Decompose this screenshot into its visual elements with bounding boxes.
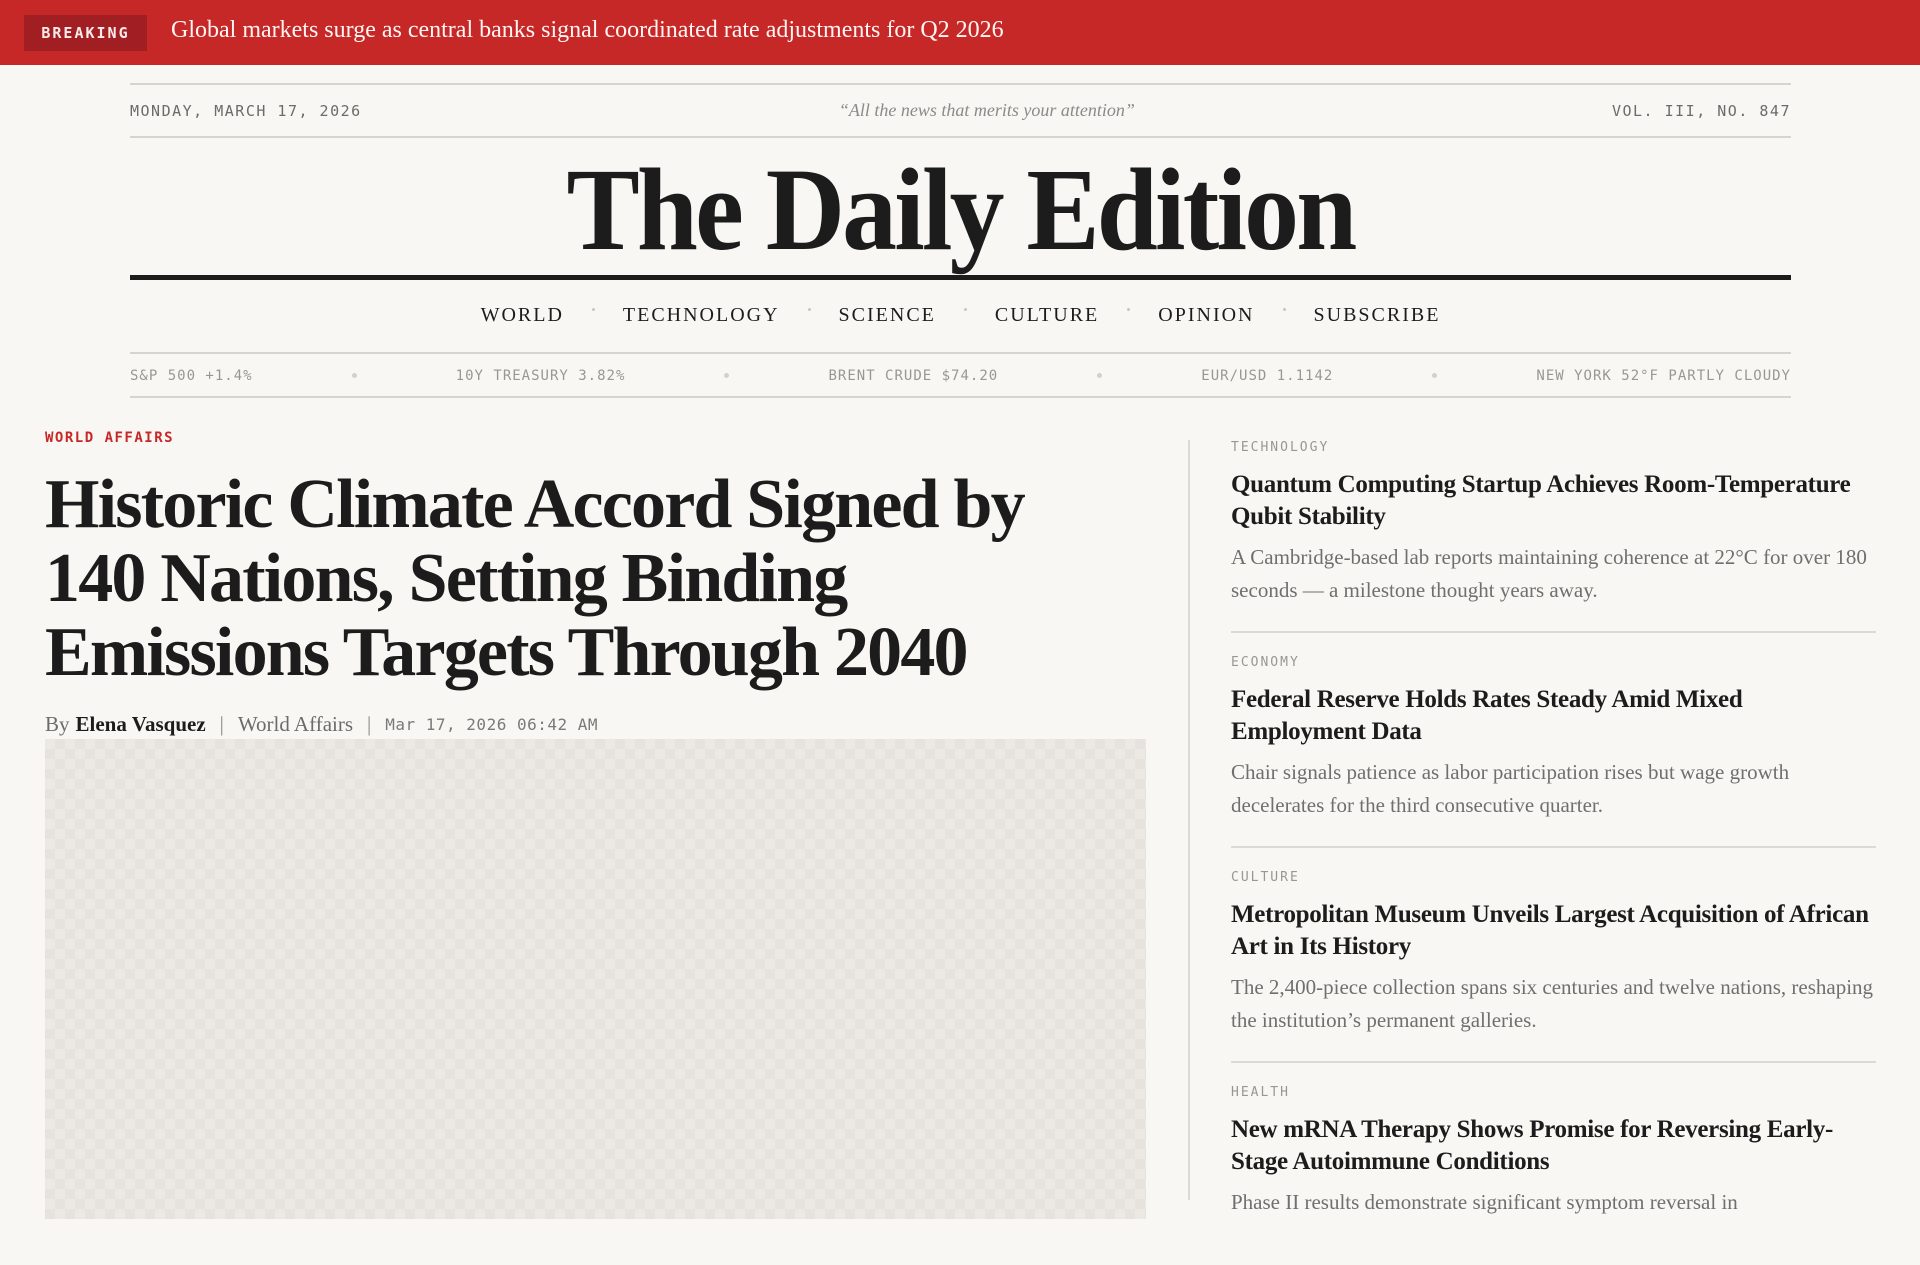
sidebar-story[interactable] — [1231, 440, 1876, 633]
byline — [45, 712, 598, 737]
section-nav — [130, 300, 1791, 331]
market-ticker — [130, 354, 1791, 397]
byline-prefix: By — [45, 712, 70, 736]
story-summary: Chair signals patience as labor participation rises but wage growth decelerates for the third consecutive quarter. — [1231, 760, 1790, 817]
nav-separator — [1127, 308, 1130, 311]
dateline — [130, 100, 1791, 121]
sidebar-story[interactable] — [1231, 1085, 1876, 1243]
ticker-separator — [352, 373, 357, 378]
story-title-link[interactable]: New mRNA Therapy Shows Promise for Reversing Early-Stage Autoimmune Conditions — [1231, 1116, 1834, 1175]
story-category: HEALTH — [1231, 1085, 1290, 1100]
byline-section[interactable]: World Affairs — [237, 712, 354, 736]
story-summary: The 2,400-piece collection spans six centuries and twelve nations, reshaping the institution’s permanent galleries. — [1231, 975, 1874, 1032]
top-rule — [130, 83, 1791, 85]
motto: “All the news that merits your attention” — [838, 100, 1135, 120]
ticker-sp500: S&P 500 +1.4% — [130, 367, 253, 384]
nav-subscribe[interactable]: SUBSCRIBE — [1313, 304, 1441, 326]
dateline-rule — [130, 136, 1791, 138]
nav-world[interactable]: WORLD — [480, 304, 564, 326]
ticker-brent: BRENT CRUDE $74.20 — [828, 367, 999, 384]
sidebar-story[interactable] — [1231, 655, 1876, 848]
nav-technology[interactable]: TECHNOLOGY — [622, 304, 780, 326]
issue-date: MONDAY, MARCH 17, 2026 — [130, 101, 362, 120]
masthead — [130, 0, 1791, 400]
story-summary: A Cambridge-based lab reports maintaining coherence at 22°C for over 180 seconds — a milestone thought years away. — [1231, 545, 1867, 602]
story-category: TECHNOLOGY — [1231, 440, 1330, 455]
publish-timestamp: Mar 17, 2026 06:42 AM — [385, 715, 599, 734]
lead-headline[interactable]: Historic Climate Accord Signed by 140 Nations, Setting Binding Emissions Targets Through 2040 — [45, 466, 1024, 691]
sidebar-story[interactable] — [1231, 870, 1876, 1063]
volume-number: VOL. III, NO. 847 — [1611, 101, 1791, 120]
story-title-link[interactable]: Federal Reserve Holds Rates Steady Amid Mixed Employment Data — [1231, 686, 1743, 745]
story-summary: Phase II results demonstrate significant symptom reversal in — [1231, 1190, 1738, 1214]
story-category: CULTURE — [1231, 870, 1300, 885]
hero-image-placeholder[interactable] — [45, 739, 1146, 1219]
byline-separator: | — [367, 712, 372, 736]
ticker-separator — [1432, 373, 1437, 378]
author-link[interactable]: Elena Vasquez — [75, 712, 206, 736]
sidebar-stories — [1231, 440, 1876, 1265]
nav-separator — [964, 308, 967, 311]
column-divider — [1188, 440, 1190, 1200]
ticker-eurusd: EUR/USD 1.1142 — [1201, 367, 1334, 384]
nav-separator — [592, 308, 595, 311]
ticker-treasury: 10Y TREASURY 3.82% — [455, 367, 626, 384]
story-title-link[interactable]: Metropolitan Museum Unveils Largest Acquisition of African Art in Its History — [1231, 901, 1869, 960]
ticker-separator — [724, 373, 729, 378]
ticker-separator — [1097, 373, 1102, 378]
nav-culture[interactable]: CULTURE — [994, 304, 1100, 326]
breaking-headline-link[interactable]: Global markets surge as central banks signal coordinated rate adjustments for Q2 2026 — [171, 17, 1004, 43]
publication-title[interactable]: The Daily Edition — [566, 144, 1355, 275]
nav-opinion[interactable]: OPINION — [1158, 304, 1255, 326]
story-kicker[interactable]: WORLD AFFAIRS — [45, 430, 175, 446]
nav-separator — [808, 308, 811, 311]
breaking-badge: BREAKING — [24, 15, 147, 51]
story-title-link[interactable]: Quantum Computing Startup Achieves Room-Temperature Qubit Stability — [1231, 471, 1851, 530]
story-category: ECONOMY — [1231, 655, 1300, 670]
ticker-weather: NEW YORK 52°F PARTLY CLOUDY — [1536, 367, 1791, 384]
masthead-rule — [130, 275, 1791, 280]
lead-story — [45, 430, 1146, 736]
ticker-bottom-rule — [130, 396, 1791, 398]
byline-separator: | — [219, 712, 224, 736]
nav-science[interactable]: SCIENCE — [838, 304, 936, 326]
nav-separator — [1283, 308, 1286, 311]
